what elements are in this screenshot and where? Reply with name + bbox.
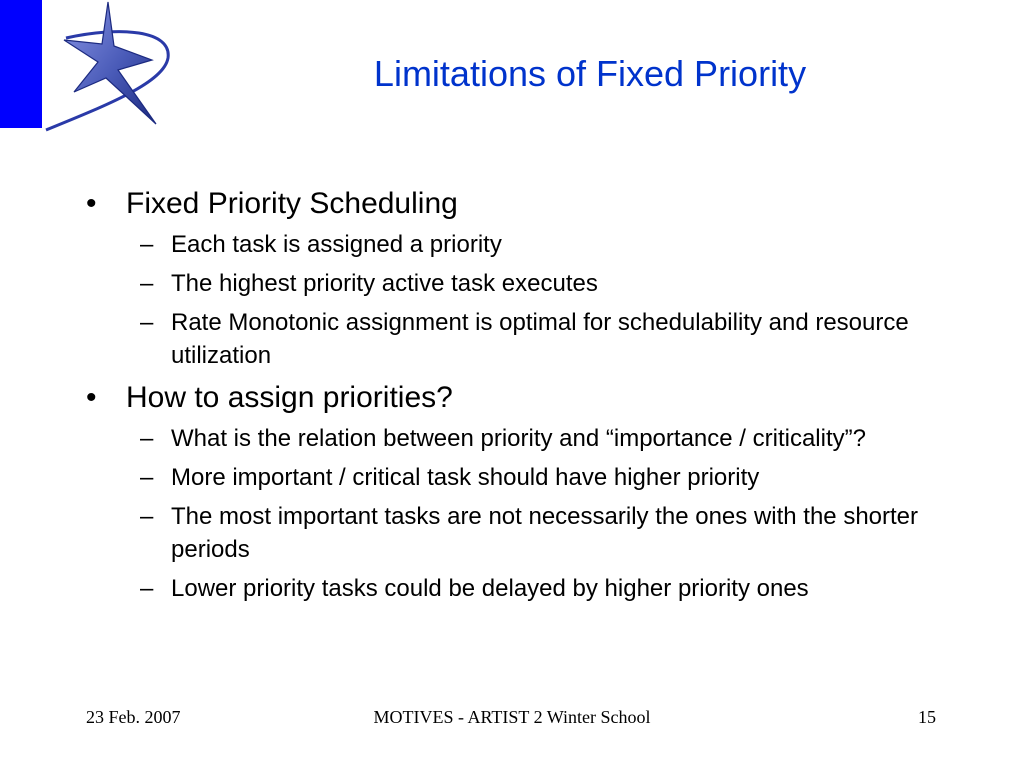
slide-number: 15 [918, 707, 936, 727]
bullet-how-to-assign-priorities [84, 380, 974, 416]
star-logo-icon [40, 0, 190, 140]
dash-marker: – [140, 464, 154, 491]
sub-bullet [84, 228, 974, 261]
sub-bullet [84, 461, 974, 494]
footer-event-name: MOTIVES - ARTIST 2 Winter School [373, 707, 651, 727]
bullet-fixed-priority-scheduling [84, 186, 974, 222]
sub-bullet [84, 572, 974, 605]
logo-bar [0, 0, 42, 128]
sub-bullet-text: The most important tasks are not necessarily the ones with the shorter periods [171, 503, 919, 563]
sub-bullet [84, 267, 974, 300]
bullet-marker: • [86, 187, 97, 220]
sub-bullet-text: Lower priority tasks could be delayed by higher priority ones [171, 575, 809, 602]
dash-marker: – [140, 309, 154, 336]
dash-marker: – [140, 503, 154, 530]
sub-bullet [84, 422, 974, 455]
dash-marker: – [140, 425, 154, 452]
sub-bullet-text: More important / critical task should have higher priority [171, 464, 760, 491]
sub-bullet [84, 306, 974, 372]
sub-bullet-text: Each task is assigned a priority [171, 231, 502, 258]
slide-body [84, 178, 974, 605]
dash-marker: – [140, 575, 154, 602]
sub-bullet-text: What is the relation between priority and “importance / criticality”? [171, 425, 866, 452]
sub-bullet-text: The highest priority active task executes [171, 270, 598, 297]
dash-marker: – [140, 270, 154, 297]
bullet-text: How to assign priorities? [126, 381, 453, 414]
slide-title: Limitations of Fixed Priority [373, 53, 807, 94]
sub-bullet-text: Rate Monotonic assignment is optimal for schedulability and resource utilization [171, 309, 909, 369]
sub-bullet [84, 500, 974, 566]
bullet-text: Fixed Priority Scheduling [126, 187, 458, 220]
footer-date: 23 Feb. 2007 [86, 707, 181, 727]
dash-marker: – [140, 231, 154, 258]
bullet-marker: • [86, 381, 97, 414]
